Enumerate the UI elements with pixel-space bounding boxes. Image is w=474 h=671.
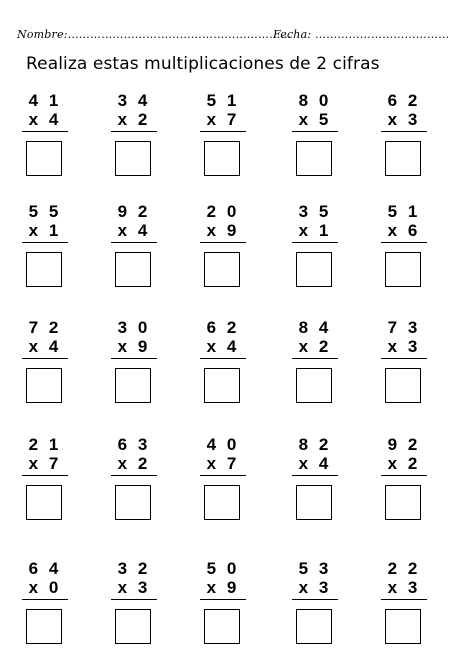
multiplier: x 3 xyxy=(387,110,421,129)
multiplicand: 6 4 xyxy=(28,559,62,578)
result-line xyxy=(292,131,338,132)
answer-box[interactable] xyxy=(26,609,62,644)
multiplier: x 9 xyxy=(206,221,240,240)
answer-box[interactable] xyxy=(26,368,62,403)
multiplication-problem xyxy=(99,436,169,536)
multiplier: x 9 xyxy=(117,337,151,356)
answer-box[interactable] xyxy=(296,368,332,403)
multiplier: x 3 xyxy=(387,337,421,356)
multiplicand: 9 2 xyxy=(387,435,421,454)
multiplier: x 4 xyxy=(117,221,151,240)
multiplicand: 7 3 xyxy=(387,318,421,337)
multiplication-problem xyxy=(369,92,439,192)
multiplicand: 5 0 xyxy=(206,559,240,578)
multiplicand: 5 5 xyxy=(28,202,62,221)
multiplication-problem xyxy=(369,436,439,536)
multiplication-problem xyxy=(188,560,258,660)
multiplier: x 1 xyxy=(298,221,332,240)
multiplier: x 1 xyxy=(28,221,62,240)
worksheet-title: Realiza estas multiplicaciones de 2 cifras xyxy=(26,54,380,74)
answer-box[interactable] xyxy=(26,485,62,520)
answer-box[interactable] xyxy=(385,485,421,520)
multiplication-problem xyxy=(99,319,169,419)
multiplier: x 2 xyxy=(387,454,421,473)
result-line xyxy=(292,358,338,359)
answer-box[interactable] xyxy=(296,252,332,287)
result-line xyxy=(111,242,157,243)
multiplicand: 2 2 xyxy=(387,559,421,578)
answer-box[interactable] xyxy=(26,252,62,287)
multiplicand: 5 3 xyxy=(298,559,332,578)
multiplication-problem xyxy=(188,92,258,192)
answer-box[interactable] xyxy=(115,252,151,287)
multiplicand: 7 2 xyxy=(28,318,62,337)
result-line xyxy=(111,358,157,359)
multiplicand: 8 4 xyxy=(298,318,332,337)
multiplication-problem xyxy=(280,436,350,536)
multiplication-problem xyxy=(99,203,169,303)
result-line xyxy=(381,358,427,359)
multiplier: x 4 xyxy=(28,337,62,356)
answer-box[interactable] xyxy=(385,252,421,287)
result-line xyxy=(381,131,427,132)
multiplication-problem xyxy=(10,203,80,303)
result-line xyxy=(200,599,246,600)
answer-box[interactable] xyxy=(204,485,240,520)
multiplication-problem xyxy=(369,319,439,419)
multiplier: x 2 xyxy=(298,337,332,356)
answer-box[interactable] xyxy=(204,141,240,176)
multiplier: x 4 xyxy=(298,454,332,473)
multiplicand: 3 0 xyxy=(117,318,151,337)
result-line xyxy=(111,599,157,600)
multiplicand: 8 0 xyxy=(298,91,332,110)
multiplier: x 7 xyxy=(28,454,62,473)
result-line xyxy=(111,475,157,476)
fecha-field[interactable]: Fecha: ……………………………… xyxy=(273,28,450,41)
result-line xyxy=(200,131,246,132)
answer-box[interactable] xyxy=(385,609,421,644)
answer-box[interactable] xyxy=(296,141,332,176)
multiplier: x 4 xyxy=(28,110,62,129)
multiplier: x 9 xyxy=(206,578,240,597)
result-line xyxy=(381,242,427,243)
multiplier: x 5 xyxy=(298,110,332,129)
multiplication-problem xyxy=(10,92,80,192)
multiplication-problem xyxy=(280,319,350,419)
multiplier: x 7 xyxy=(206,110,240,129)
multiplication-problem xyxy=(280,560,350,660)
multiplicand: 4 0 xyxy=(206,435,240,454)
multiplication-problem xyxy=(188,436,258,536)
answer-box[interactable] xyxy=(115,485,151,520)
result-line xyxy=(22,242,68,243)
answer-box[interactable] xyxy=(115,368,151,403)
multiplier: x 4 xyxy=(206,337,240,356)
result-line xyxy=(22,358,68,359)
multiplication-problem xyxy=(10,436,80,536)
multiplicand: 4 1 xyxy=(28,91,62,110)
multiplier: x 2 xyxy=(117,454,151,473)
multiplication-problem xyxy=(369,203,439,303)
multiplication-problem xyxy=(188,203,258,303)
multiplicand: 6 3 xyxy=(117,435,151,454)
multiplier: x 0 xyxy=(28,578,62,597)
result-line xyxy=(111,131,157,132)
result-line xyxy=(200,358,246,359)
multiplicand: 2 1 xyxy=(28,435,62,454)
result-line xyxy=(200,242,246,243)
multiplier: x 3 xyxy=(117,578,151,597)
multiplication-problem xyxy=(369,560,439,660)
answer-box[interactable] xyxy=(204,609,240,644)
multiplication-problem xyxy=(99,92,169,192)
answer-box[interactable] xyxy=(204,368,240,403)
multiplicand: 2 0 xyxy=(206,202,240,221)
result-line xyxy=(292,475,338,476)
answer-box[interactable] xyxy=(385,368,421,403)
multiplicand: 3 5 xyxy=(298,202,332,221)
result-line xyxy=(22,475,68,476)
multiplicand: 3 4 xyxy=(117,91,151,110)
multiplicand: 5 1 xyxy=(206,91,240,110)
multiplier: x 7 xyxy=(206,454,240,473)
answer-box[interactable] xyxy=(385,141,421,176)
result-line xyxy=(381,475,427,476)
multiplier: x 6 xyxy=(387,221,421,240)
result-line xyxy=(22,131,68,132)
multiplication-problem xyxy=(99,560,169,660)
multiplication-problem xyxy=(10,319,80,419)
result-line xyxy=(381,599,427,600)
multiplicand: 6 2 xyxy=(206,318,240,337)
nombre-field[interactable]: Nombre:…………………………………………………… xyxy=(17,28,292,41)
multiplication-problem xyxy=(280,92,350,192)
result-line xyxy=(22,599,68,600)
multiplication-problem xyxy=(10,560,80,660)
result-line xyxy=(292,242,338,243)
answer-box[interactable] xyxy=(204,252,240,287)
answer-box[interactable] xyxy=(296,609,332,644)
answer-box[interactable] xyxy=(115,609,151,644)
answer-box[interactable] xyxy=(115,141,151,176)
multiplicand: 8 2 xyxy=(298,435,332,454)
answer-box[interactable] xyxy=(26,141,62,176)
answer-box[interactable] xyxy=(296,485,332,520)
multiplier: x 3 xyxy=(298,578,332,597)
result-line xyxy=(200,475,246,476)
multiplicand: 3 2 xyxy=(117,559,151,578)
multiplication-problem xyxy=(188,319,258,419)
multiplicand: 5 1 xyxy=(387,202,421,221)
multiplier: x 2 xyxy=(117,110,151,129)
multiplication-problem xyxy=(280,203,350,303)
multiplier: x 3 xyxy=(387,578,421,597)
result-line xyxy=(292,599,338,600)
multiplicand: 6 2 xyxy=(387,91,421,110)
multiplicand: 9 2 xyxy=(117,202,151,221)
